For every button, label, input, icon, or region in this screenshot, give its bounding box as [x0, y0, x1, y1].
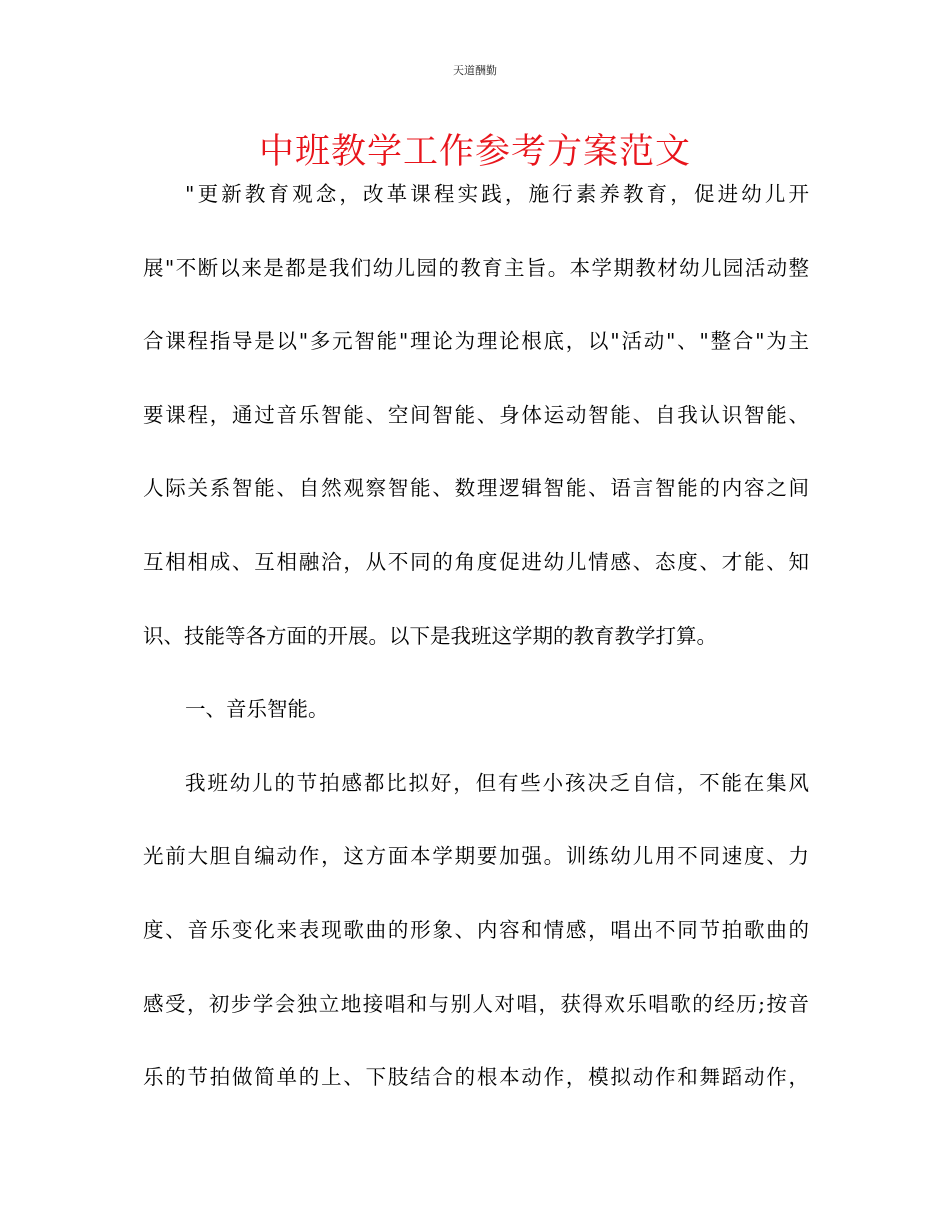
paragraph-line-13: 乐的节拍做简单的上、下肢结合的根本动作，模拟动作和舞蹈动作，: [143, 1065, 809, 1090]
paragraph-line-3: 合课程指导是以"多元智能"理论为理论根底，以"活动"、"整合"为主: [143, 329, 809, 354]
section-heading: 一、音乐智能。: [185, 697, 329, 722]
document-title: 中班教学工作参考方案范文: [258, 132, 691, 172]
paragraph-line-2: 展"不断以来是都是我们幼儿园的教育主旨。本学期教材幼儿园活动整: [143, 255, 809, 280]
page-header: 天道酬勤: [453, 64, 497, 77]
paragraph-line-10: 光前大胆自编动作，这方面本学期要加强。训练幼儿用不同速度、力: [143, 844, 809, 869]
paragraph-line-4: 要课程，通过音乐智能、空间智能、身体运动智能、自我认识智能、: [143, 402, 809, 427]
paragraph-line-5: 人际关系智能、自然观察智能、数理逻辑智能、语言智能的内容之间: [143, 476, 809, 501]
paragraph-line-1: "更新教育观念，改革课程实践，施行素养教育，促进幼儿开: [185, 182, 809, 206]
paragraph-line-6: 互相相成、互相融洽，从不同的角度促进幼儿情感、态度、才能、知: [143, 549, 809, 574]
paragraph-line-7: 识、技能等各方面的开展。以下是我班这学期的教育教学打算。: [143, 623, 717, 648]
paragraph-line-11: 度、音乐变化来表现歌曲的形象、内容和情感，唱出不同节拍歌曲的: [143, 917, 809, 942]
paragraph-line-9: 我班幼儿的节拍感都比拟好，但有些小孩决乏自信，不能在集风: [185, 770, 809, 795]
paragraph-line-12: 感受，初步学会独立地接唱和与别人对唱，获得欢乐唱歌的经历;按音: [143, 991, 809, 1016]
document-body: [143, 175, 809, 1132]
